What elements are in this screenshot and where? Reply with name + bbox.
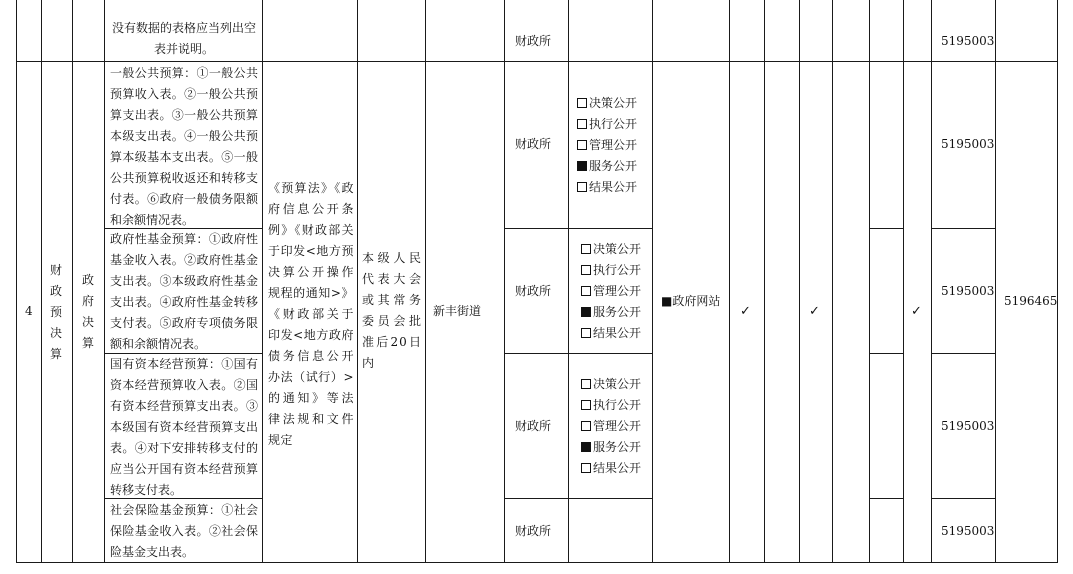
grid-line	[869, 228, 903, 229]
checkbox-filled-icon	[581, 442, 591, 452]
grid-line	[104, 0, 105, 563]
grid-line	[16, 0, 17, 563]
legal-basis-cell: 《预算法》《政府信息公开条例》《财政部关于印发<地方预决算公开操作规程的通知>》《财政部关于印发<地方政府债务信息公开办法（试行）>的通知》等法律法规和文件规定	[268, 181, 354, 447]
code-cell-3: 5195003	[941, 419, 995, 433]
option-decision: 决策公开	[577, 93, 637, 114]
grid-line	[931, 228, 995, 229]
code-cell-1: 5195003	[941, 137, 995, 151]
grid-line	[995, 0, 996, 563]
checkbox-empty-icon	[581, 244, 591, 254]
content-cell-4: 社会保险基金预算：①社会保险基金收入表。②社会保险基金支出表。	[110, 503, 258, 559]
top-dept: 财政所	[515, 34, 552, 48]
checkbox-filled-icon	[581, 307, 591, 317]
check-mark-b: ✓	[809, 304, 820, 319]
grid-line	[1057, 0, 1058, 563]
checkbox-empty-icon	[581, 421, 591, 431]
top-note: 没有数据的表格应当列出空表并说明。	[111, 21, 256, 56]
grid-line	[504, 0, 505, 563]
option-execution: 执行公开	[581, 260, 641, 281]
option-result: 结果公开	[577, 177, 637, 198]
checkbox-empty-icon	[581, 328, 591, 338]
subject-cell: 新丰街道	[433, 304, 482, 318]
checkbox-empty-icon	[577, 98, 587, 108]
checkbox-empty-icon	[581, 463, 591, 473]
grid-line	[568, 0, 569, 563]
group-code-cell: 5196465	[1004, 294, 1058, 308]
checkbox-empty-icon	[581, 379, 591, 389]
option-service: 服务公开	[581, 437, 641, 458]
option-execution: 执行公开	[577, 114, 637, 135]
grid-line	[262, 0, 263, 563]
grid-line	[729, 0, 730, 563]
option-decision: 决策公开	[581, 374, 641, 395]
grid-line	[425, 0, 426, 563]
option-decision: 决策公开	[581, 239, 641, 260]
option-service: 服务公开	[581, 302, 641, 323]
grid-line	[41, 0, 42, 563]
grid-line	[504, 353, 652, 354]
option-management: 管理公开	[577, 135, 637, 156]
time-limit-cell: 本级人民代表大会或其常务委员会批准后20日内	[362, 251, 422, 370]
top-code: 5195003	[941, 34, 995, 48]
grid-line	[869, 353, 903, 354]
option-result: 结果公开	[581, 458, 641, 479]
checkbox-empty-icon	[577, 182, 587, 192]
grid-line	[504, 228, 652, 229]
option-service: 服务公开	[577, 156, 637, 177]
option-management: 管理公开	[581, 416, 641, 437]
category-cell: 财政预决算	[49, 263, 62, 361]
grid-line	[869, 0, 870, 563]
option-execution: 执行公开	[581, 395, 641, 416]
checkbox-empty-icon	[581, 400, 591, 410]
code-cell-4: 5195003	[941, 524, 995, 538]
grid-line	[903, 0, 904, 563]
check-mark-c: ✓	[911, 304, 922, 319]
grid-line	[764, 0, 765, 563]
checkbox-filled-icon	[577, 161, 587, 171]
dept-cell-3: 财政所	[515, 419, 552, 433]
grid-line	[652, 0, 653, 563]
grid-line	[869, 498, 903, 499]
grid-line	[832, 0, 833, 563]
subcategory-cell: 政府决算	[81, 273, 94, 350]
grid-line	[799, 0, 800, 563]
checkbox-empty-icon	[581, 286, 591, 296]
code-cell-2: 5195003	[941, 284, 995, 298]
row-index: 4	[25, 304, 33, 318]
content-cell-1: 一般公共预算：①一般公共预算收入表。②一般公共预算支出表。③一般公共预算本级支出表。④一般公共预算本级基本支出表。⑤一般公共预算税收返还和转移支付表。⑥政府一般债务限额和余额情况表。	[110, 66, 258, 227]
checkbox-empty-icon	[577, 119, 587, 129]
grid-line	[504, 498, 652, 499]
dept-cell-2: 财政所	[515, 284, 552, 298]
grid-line	[931, 353, 995, 354]
channel-cell: ■政府网站	[661, 294, 721, 308]
grid-line	[931, 0, 932, 563]
content-cell-3: 国有资本经营预算：①国有资本经营预算收入表。②国有资本经营预算支出表。③本级国有资本经营预算支出表。④对下安排转移支付的应当公开国有资本经营预算转移支付表。	[110, 357, 258, 497]
grid-line	[72, 0, 73, 563]
check-mark-a: ✓	[740, 304, 751, 319]
grid-line	[16, 61, 1058, 62]
checkbox-empty-icon	[581, 265, 591, 275]
dept-cell-1: 财政所	[515, 137, 552, 151]
content-cell-2: 政府性基金预算：①政府性基金收入表。②政府性基金支出表。③本级政府性基金支出表。④政府性基金转移支付表。⑤政府专项债务限额和余额情况表。	[110, 232, 258, 351]
grid-line	[931, 498, 995, 499]
dept-cell-4: 财政所	[515, 524, 552, 538]
option-result: 结果公开	[581, 323, 641, 344]
option-management: 管理公开	[581, 281, 641, 302]
grid-line	[357, 0, 358, 563]
checkbox-empty-icon	[577, 140, 587, 150]
